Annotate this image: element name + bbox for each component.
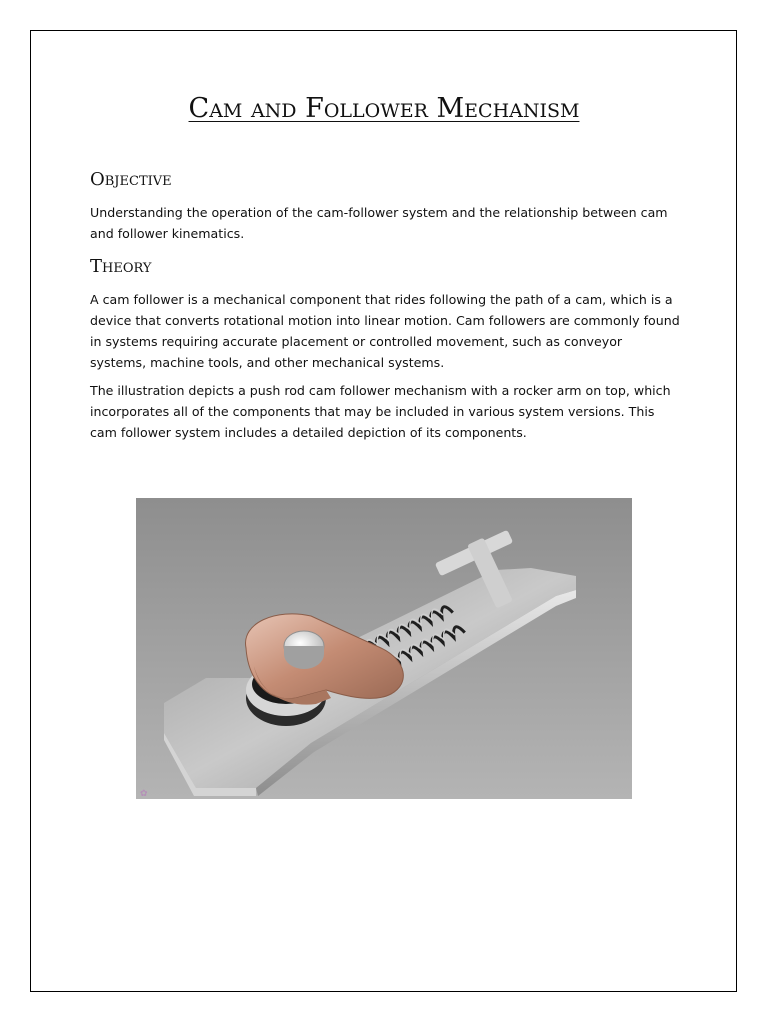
mechanism-illustration	[136, 498, 632, 799]
theory-paragraph-1: A cam follower is a mechanical component that rides following the path of a cam, which is a device that converts rotational motion into linear motion. Cam followers are commonly found in systems requiring accurate placement or controlled movement, such as conveyor systems, machine tools, and other mechanical systems.	[90, 292, 680, 370]
section-heading-objective: Objective	[90, 169, 172, 190]
cam-follower-render	[136, 498, 632, 799]
logo-mark: ✿	[140, 789, 148, 799]
section-heading-theory: Theory	[90, 256, 152, 277]
document-title: Cam and Follower Mechanism	[188, 93, 580, 124]
objective-paragraph: Understanding the operation of the cam-follower system and the relationship between cam and follower kinematics.	[90, 205, 668, 241]
theory-paragraph-2: The illustration depicts a push rod cam follower mechanism with a rocker arm on top, which incorporates all of the components that may be included in various system versions. This cam follower system includes a detailed depiction of its components.	[90, 383, 671, 440]
